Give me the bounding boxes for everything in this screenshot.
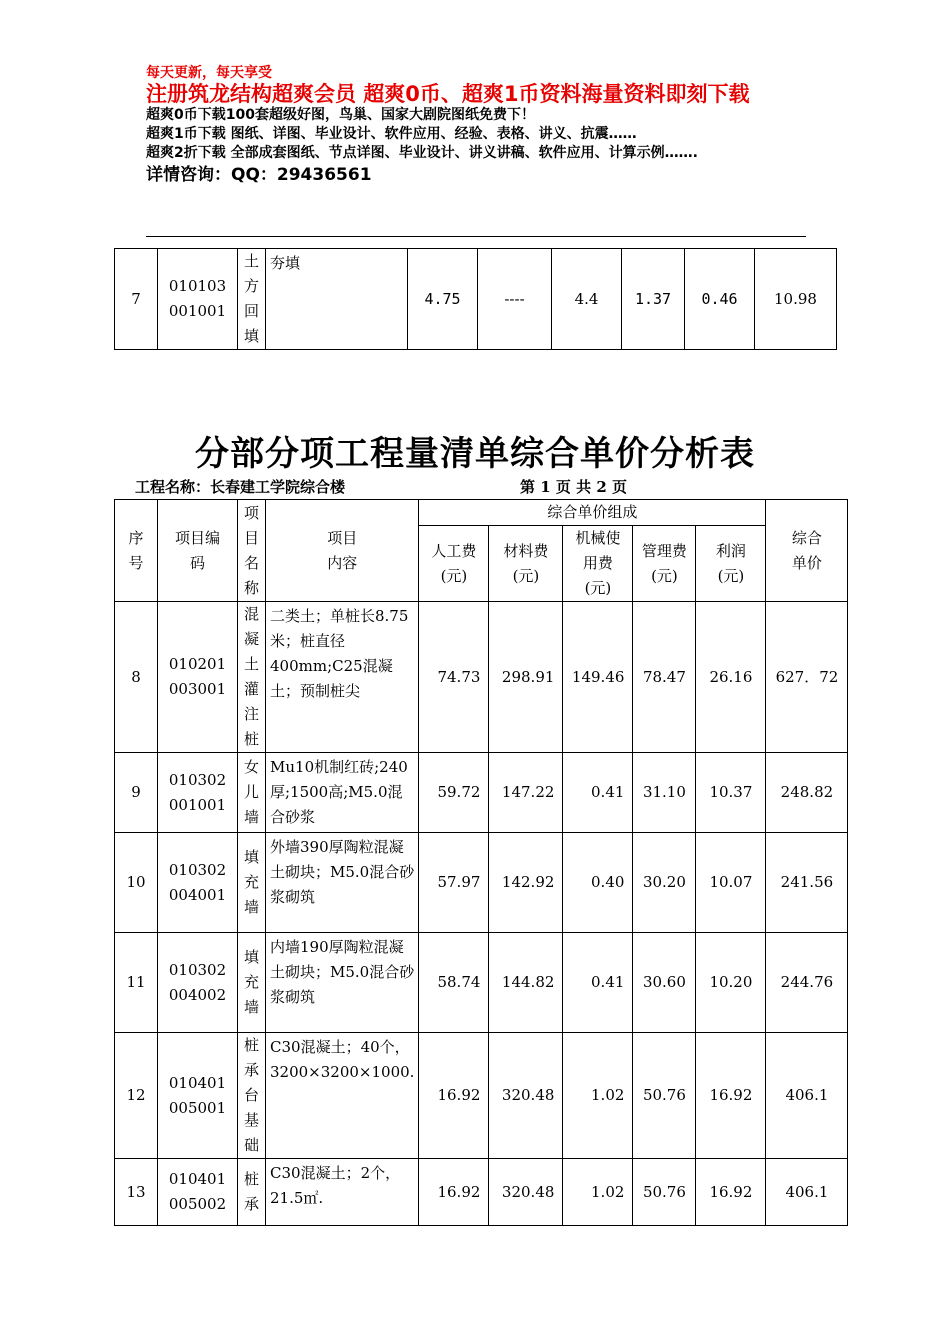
cell-name-text: 填充墙 xyxy=(244,848,260,916)
cell-code xyxy=(158,1159,238,1226)
header-labor xyxy=(419,526,489,602)
page-info: 第 1 页 共 2 页 xyxy=(520,478,627,496)
cell-labor: 16.92 xyxy=(419,1159,489,1226)
cell-code xyxy=(158,933,238,1033)
table-row xyxy=(115,249,837,350)
promo-contact: 详情咨询：QQ：29436561 xyxy=(146,165,372,185)
cell-profit: 10.07 xyxy=(696,833,766,933)
cell-seq: 9 xyxy=(115,753,158,833)
cell-labor: 4.75 xyxy=(408,249,478,350)
header-name-text: 项目名称 xyxy=(244,503,260,597)
cell-mgmt: 30.60 xyxy=(633,933,696,1033)
cell-name xyxy=(238,1033,266,1159)
cell-content: C30混凝土；2个，21.5㎡. xyxy=(266,1159,419,1226)
cell-name-text: 填充墙 xyxy=(244,948,260,1016)
cell-profit: 0.46 xyxy=(685,249,755,350)
continued-table xyxy=(114,248,837,350)
header-content xyxy=(266,500,419,602)
cell-profit: 10.20 xyxy=(696,933,766,1033)
promo-line-4: 超爽1币下载 图纸、详图、毕业设计、软件应用、经验、表格、讲义、抗震…… xyxy=(146,126,637,142)
page-title: 分部分项工程量清单综合单价分析表 xyxy=(195,434,755,474)
header-total xyxy=(766,500,848,602)
cell-material: 320.48 xyxy=(489,1159,563,1226)
cell-mgmt: 78.47 xyxy=(633,602,696,753)
cell-code-text: 010401005002 xyxy=(168,1170,227,1213)
cell-labor: 74.73 xyxy=(419,602,489,753)
table-row xyxy=(115,1159,848,1226)
cell-mgmt: 50.76 xyxy=(633,1159,696,1226)
cell-mgmt: 1.37 xyxy=(622,249,685,350)
table-row xyxy=(115,833,848,933)
cell-name xyxy=(238,249,266,350)
cell-seq: 10 xyxy=(115,833,158,933)
promo-line-1: 每天更新，每天享受 xyxy=(146,65,272,81)
cell-machine: 149.46 xyxy=(563,602,633,753)
cell-labor: 59.72 xyxy=(419,753,489,833)
cell-labor: 16.92 xyxy=(419,1033,489,1159)
header-profit-text: 利润(元) xyxy=(715,541,746,585)
promo-banner xyxy=(146,64,826,187)
cell-machine: 0.41 xyxy=(563,753,633,833)
cell-content: 外墙390厚陶粒混凝土砌块；M5.0混合砂浆砌筑 xyxy=(266,833,419,933)
header-group: 综合单价组成 xyxy=(419,500,766,526)
project-name: 工程名称：长春建工学院综合楼 xyxy=(135,478,346,496)
cell-seq: 12 xyxy=(115,1033,158,1159)
cell-machine: 4.4 xyxy=(552,249,622,350)
cell-code-text: 010201003001 xyxy=(168,655,227,698)
cell-total: 241.56 xyxy=(766,833,848,933)
cell-mgmt: 31.10 xyxy=(633,753,696,833)
promo-line-3: 超爽0币下载100套超级好图，鸟巢、国家大剧院图纸免费下！ xyxy=(146,107,535,123)
cell-material: 147.22 xyxy=(489,753,563,833)
header-machine-text: 机械使用费(元) xyxy=(575,529,621,597)
cell-name-text: 混凝土灌注桩 xyxy=(244,605,260,748)
cell-seq: 11 xyxy=(115,933,158,1033)
header-seq-text: 序号 xyxy=(128,528,144,572)
cell-seq: 7 xyxy=(115,249,158,350)
header-machine xyxy=(563,526,633,602)
promo-line-2: 注册筑龙结构超爽会员 超爽0币、超爽1币资料海量资料即刻下载 xyxy=(146,82,750,106)
table-row xyxy=(115,753,848,833)
header-total-text: 综合单价 xyxy=(791,528,822,572)
cell-content: 二类土；单桩长8.75米；桩直径400mm;C25混凝土；预制桩尖 xyxy=(266,602,419,753)
cell-content: C30混凝土；40个，3200×3200×1000. xyxy=(266,1033,419,1159)
cell-mgmt: 30.20 xyxy=(633,833,696,933)
cell-name-text: 土方回填 xyxy=(244,252,260,345)
header-mgmt-text: 管理费(元) xyxy=(641,541,687,585)
cell-profit: 10.37 xyxy=(696,753,766,833)
cell-material: ---- xyxy=(478,249,552,350)
cell-name-text: 桩承台基础 xyxy=(244,1036,260,1154)
cell-material: 298.91 xyxy=(489,602,563,753)
cell-name xyxy=(238,1159,266,1226)
cell-total: 627．72 xyxy=(766,602,848,753)
cell-machine: 0.41 xyxy=(563,933,633,1033)
header-mgmt xyxy=(633,526,696,602)
cell-seq: 13 xyxy=(115,1159,158,1226)
cell-profit: 26.16 xyxy=(696,602,766,753)
cell-code-text: 010401005001 xyxy=(168,1073,227,1117)
cell-code xyxy=(158,833,238,933)
cell-content: Mu10机制红砖;240厚;1500高;M5.0混合砂浆 xyxy=(266,753,419,833)
cell-total: 406.1 xyxy=(766,1159,848,1226)
cell-name xyxy=(238,933,266,1033)
cell-content: 内墙190厚陶粒混凝土砌块；M5.0混合砂浆砌筑 xyxy=(266,933,419,1033)
header-material-text: 材料费(元) xyxy=(503,541,549,585)
cell-code-text: 010302004002 xyxy=(168,960,227,1004)
cell-total: 244.76 xyxy=(766,933,848,1033)
cell-profit: 16.92 xyxy=(696,1159,766,1226)
cell-name xyxy=(238,753,266,833)
table-row xyxy=(115,933,848,1033)
cell-code-text: 010302004001 xyxy=(168,860,227,904)
header-profit xyxy=(696,526,766,602)
cell-name-text: 女儿墙 xyxy=(244,758,260,826)
cell-machine: 1.02 xyxy=(563,1033,633,1159)
cell-code xyxy=(158,602,238,753)
cell-seq: 8 xyxy=(115,602,158,753)
header-code-text: 项目编码 xyxy=(175,528,221,572)
cell-machine: 0.40 xyxy=(563,833,633,933)
cell-name xyxy=(238,602,266,753)
cell-code xyxy=(158,753,238,833)
cell-name-text: 桩承 xyxy=(244,1170,260,1213)
cell-material: 142.92 xyxy=(489,833,563,933)
cell-material: 320.48 xyxy=(489,1033,563,1159)
cell-total: 248.82 xyxy=(766,753,848,833)
cell-profit: 16.92 xyxy=(696,1033,766,1159)
analysis-table xyxy=(114,499,848,1226)
cell-total: 406.1 xyxy=(766,1033,848,1159)
table-row xyxy=(115,1033,848,1159)
cell-code xyxy=(158,1033,238,1159)
header-material xyxy=(489,526,563,602)
cell-material: 144.82 xyxy=(489,933,563,1033)
header-seq xyxy=(115,500,158,602)
cell-labor: 57.97 xyxy=(419,833,489,933)
cell-labor: 58.74 xyxy=(419,933,489,1033)
cell-machine: 1.02 xyxy=(563,1159,633,1226)
table-row xyxy=(115,602,848,753)
cell-code xyxy=(158,249,238,350)
cell-code-text: 010302001001 xyxy=(168,770,227,814)
header-labor-text: 人工费(元) xyxy=(431,541,477,585)
cell-content: 夯填 xyxy=(266,249,408,350)
header-row xyxy=(115,500,848,526)
divider-line xyxy=(146,236,806,237)
header-name xyxy=(238,500,266,602)
cell-mgmt: 50.76 xyxy=(633,1033,696,1159)
header-code xyxy=(158,500,238,602)
cell-total: 10.98 xyxy=(755,249,837,350)
cell-code-text: 010103001001 xyxy=(168,277,227,320)
header-content-text: 项目内容 xyxy=(327,528,358,572)
cell-name xyxy=(238,833,266,933)
promo-line-5: 超爽2折下载 全部成套图纸、节点详图、毕业设计、讲义讲稿、软件应用、计算示例……. xyxy=(146,145,698,161)
